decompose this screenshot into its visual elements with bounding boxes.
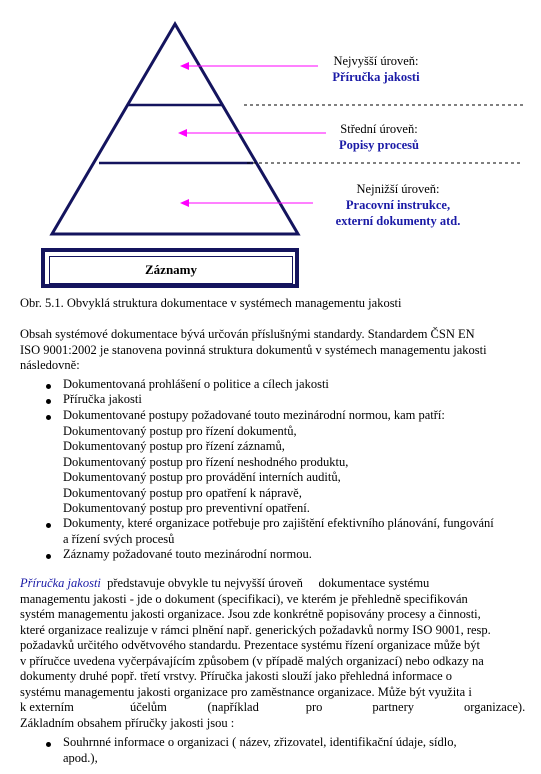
handbook-paragraph (20, 576, 526, 731)
sub-item: Dokumentovaný postup pro preventivní opatření. (63, 501, 310, 515)
bullet-line: Dokumenty, které organizace potřebuje pro zajištění efektivního plánování, fungování (63, 516, 494, 530)
top-level-label (316, 53, 436, 85)
top-level-title: Nejvyšší úroveň: (333, 54, 419, 68)
handbook-term: Příručka jakosti (20, 576, 101, 590)
bullet-line: Souhrnné informace o organizaci ( název, zřizovatel, identifikační údaje, sídlo, (63, 735, 457, 749)
handbook-line: dokumenty druhé popř. třetí vrstvy. Příručka jakosti slouží jako přehledná informace o (20, 669, 453, 683)
bottom-level-title: Nejnižší úroveň: (356, 182, 440, 196)
bullet-line: a řízení svých procesů (63, 531, 175, 546)
bullet-dot (46, 742, 51, 747)
intro-line: Obsah systémové dokumentace bývá určován příslušnými standardy. Standardem ČSN EN (20, 327, 475, 341)
bullet-item: Záznamy požadované touto mezinárodní normou. (63, 547, 312, 561)
bullet-dot (46, 384, 51, 389)
bullet-dot (46, 554, 51, 559)
intro-paragraph (20, 327, 521, 374)
bullet-dot (46, 523, 51, 528)
middle-level-name: Popisy procesů (339, 138, 419, 152)
handbook-line: požadavků určitého odvětvového standardu. Prezentace systému řízení organizace může být (20, 638, 481, 652)
handbook-line: Základním obsahem příručky jakosti jsou : (20, 715, 235, 730)
bullet-item: Příručka jakosti (63, 392, 142, 406)
sub-item: Dokumentovaný postup pro řízení dokumentů, (63, 424, 297, 438)
sub-item: Dokumentovaný postup pro opatření k nápravě, (63, 486, 302, 500)
bottom-level-name-1: Pracovní instrukce, (345, 198, 451, 212)
figure-caption: Obr. 5.1. Obvyklá struktura dokumentace v systémech managementu jakosti (20, 296, 402, 310)
bottom-level-name-2: externí dokumenty atd. (335, 214, 461, 228)
bullet-item: Dokumentovaná prohlášení o politice a cílech jakosti (63, 377, 329, 391)
handbook-line-1 (20, 576, 521, 592)
bullet-dot (46, 415, 51, 420)
middle-level-title: Střední úroveň: (340, 122, 418, 136)
sub-item: Dokumentovaný postup pro provádění interních auditů, (63, 470, 341, 484)
handbook-line: systém managementu jakosti organizace. Jsou zde konkrétně popisovány procesy a činnosti, (20, 607, 481, 621)
handbook-line-rest: představuje obvykle tu nejvyšší úroveň dokumentace systému (100, 576, 430, 590)
sub-item: Dokumentovaný postup pro řízení záznamů, (63, 439, 285, 453)
bottom-level-label (308, 181, 488, 229)
sub-item: Dokumentovaný postup pro řízení neshodného produktu, (63, 455, 349, 469)
middle-level-label (319, 121, 439, 153)
intro-line: ISO 9001:2002 je stanovena povinná struktura dokumentů v systémech managementu jakosti (20, 342, 487, 357)
bullet-line: apod.), (63, 750, 98, 765)
handbook-line: které organizace realizuje v rámci plnění např. generických požadavků normy ISO 9001, resp. (20, 622, 491, 637)
records-box: Záznamy (49, 256, 293, 284)
bullet-item (63, 516, 521, 547)
handbook-line: managementu jakosti - jde o dokument (specifikaci), ve kterém je přehledně specifikován (20, 591, 468, 606)
bullet-item: Dokumentované postupy požadované touto mezinárodní normou, kam patří: (63, 408, 445, 422)
top-level-name: Příručka jakosti (332, 70, 420, 84)
handbook-line: systému managementu jakosti organizace pro zaměstnance organizace. Může být využita i (20, 684, 472, 699)
intro-line: následovně: (20, 358, 80, 372)
bullet-item (63, 735, 521, 766)
bullet-dot (46, 399, 51, 404)
handbook-line: v příručce uvedena vyčerpávajícím způsobem (v případě malých organizací) nebo odkazy na (20, 653, 484, 668)
handbook-line: k externím účelům (například pro partnery organizace). (20, 700, 526, 714)
